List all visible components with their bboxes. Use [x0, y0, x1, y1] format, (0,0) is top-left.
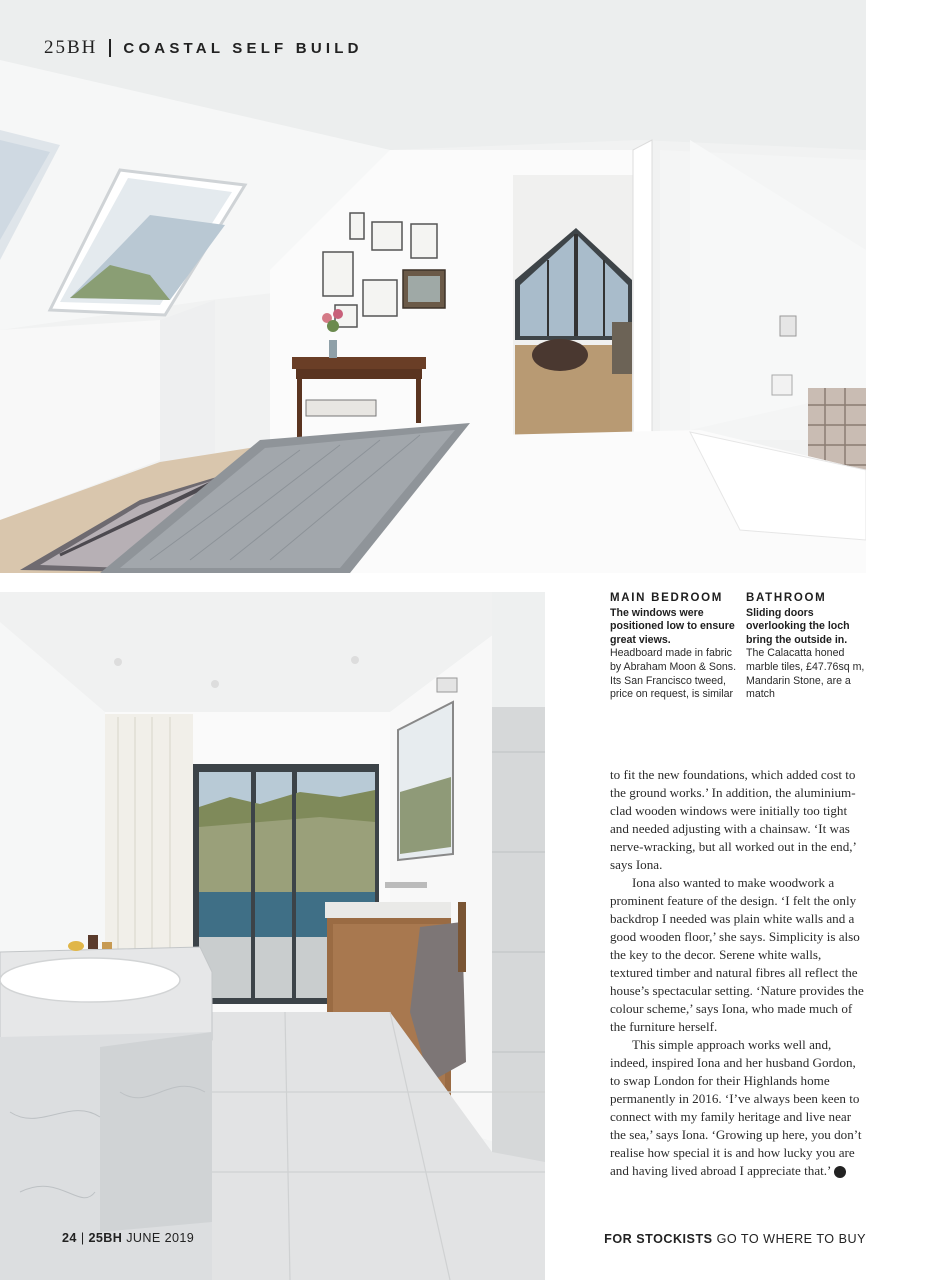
caption-bathroom — [746, 592, 866, 702]
folio-issue: JUNE 2019 — [126, 1231, 195, 1245]
bedroom-illustration — [0, 0, 866, 573]
stockists-note — [604, 1232, 866, 1246]
bedroom-photo — [0, 0, 866, 573]
stockists-label: FOR STOCKISTS — [604, 1232, 713, 1246]
caption-main-bedroom — [610, 592, 740, 702]
caption-text: Headboard made in fabric by Abraham Moon & Sons. Its San Francisco tweed, price on request, is similar — [610, 647, 737, 701]
stockists-text: GO TO WHERE TO BUY — [716, 1232, 866, 1246]
page-number: 24 — [62, 1231, 77, 1245]
body-paragraph: to fit the new foundations, which added cost to the ground works.’ In addition, the aluminium-clad wooden windows were initially too tight and needed adjusting with a chainsaw. ‘It was nerve-wracking, but all worked out in the end,’ says Iona. — [610, 767, 856, 872]
masthead-brand: 25BH — [44, 37, 98, 58]
folio-brand: 25BH — [88, 1231, 123, 1245]
masthead-section-title: COASTAL SELF BUILD — [123, 39, 363, 57]
article-body — [610, 766, 866, 1180]
body-paragraph: Iona also wanted to make woodwork a prominent feature of the design. ‘I felt the only backdrop I needed was plain white walls and a good wooden floor,’ she says. Simplicity is also the key to the decor. Serene white walls, textured timber and natural fibres all reflect the house’s spectacular setting. ‘Nature provides the colour scheme,’ says Iona, who made much of the furniture herself. — [610, 875, 864, 1034]
caption-title: BATHROOM — [746, 592, 827, 604]
page-folio — [62, 1231, 194, 1245]
end-mark-icon: 25 — [834, 1166, 846, 1178]
body-paragraph-final — [610, 1036, 866, 1180]
masthead — [44, 37, 363, 59]
bathroom-photo — [0, 592, 545, 1280]
bathroom-illustration — [0, 592, 545, 1280]
masthead-divider — [109, 39, 111, 57]
body-paragraph-text: This simple approach works well and, indeed, inspired Iona and her husband Gordon, to swap London for their Highlands home permanently in 2016. ‘I’ve always been keen to connect with my family heritage and live near the sea,’ says Iona. ‘Growing up here, you don’t realise how special it is and how lucky you are and having lived abroad I appreciate that.’ — [610, 1037, 862, 1178]
caption-lead: Sliding doors overlooking the loch bring the outside in. — [746, 606, 850, 646]
caption-text: The Calacatta honed marble tiles, £47.76sq m, Mandarin Stone, are a match — [746, 647, 865, 701]
caption-lead: The windows were positioned low to ensure great views. — [610, 606, 735, 646]
folio-divider: | — [80, 1231, 85, 1245]
caption-title: MAIN BEDROOM — [610, 592, 724, 604]
